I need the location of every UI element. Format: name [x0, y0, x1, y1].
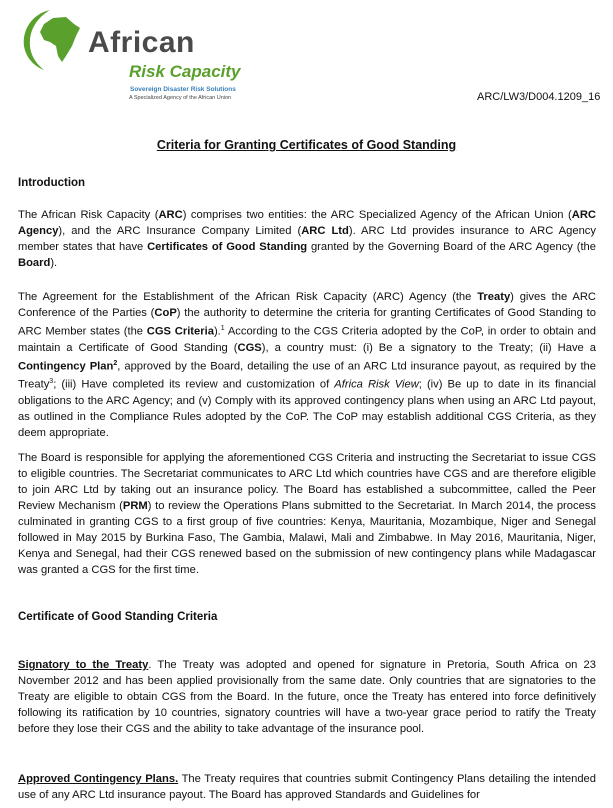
- logo-wordmark: African: [88, 26, 195, 59]
- logo-tagline-secondary: A Specialized Agency of the African Union: [129, 95, 232, 101]
- bold-term: Contingency Plan: [18, 360, 114, 373]
- intro-heading: Introduction: [18, 177, 86, 189]
- bold-term: Certificates of Good Standing: [147, 241, 308, 253]
- document-reference: ARC/LW3/D004.1209_16: [477, 91, 601, 103]
- africa-swoosh-icon: [20, 6, 90, 76]
- treaty-paragraph: Signatory to the Treaty. The Treaty was adopted and opened for signature in Pretoria, South Africa on 23 November 2012 and has been applied provisionally from the same date. Only countries that are signatories to the Treaty are eligible to obtain CGS from the Board. In the future, once the Treaty has entered into force definitively following its ratification by 10 countries, signatory countries will have a two-year grace period to ratify the Treaty before they lose their CGS and the ability to take advantage of the insurance pool.: [18, 659, 596, 735]
- arc-logo: [20, 6, 260, 106]
- bold-term: CGS Criteria: [146, 325, 214, 338]
- bold-term: Board: [18, 257, 51, 269]
- contingency-plans-paragraph: Approved Contingency Plans. The Treaty requires that countries submit Contingency Plans detailing the intended use of any ARC Ltd insurance payout. The Board has approved Standards and Guidelines for: [18, 773, 596, 801]
- bold-term: ARC Ltd: [301, 225, 349, 237]
- bold-term: ARC Agency: [18, 209, 596, 237]
- bold-term: CoP: [154, 307, 177, 319]
- intro-paragraph-3: The Board is responsible for applying the aforementioned CGS Criteria and instructing the Secretariat to issue CGS to eligible countries. The Secretariat communicates to ARC Ltd which countries have CGS and are therefore eligible to join ARC Ltd by taking out an insurance policy. The Board has established a subcommittee, called the Peer Review Mechanism (PRM) to review the Operations Plans submitted to the Secretariat. In March 2014, the process culminated in granting CGS to a first group of five countries: Kenya, Mauritania, Mozambique, Niger and Senegal followed in May 2015 by Burkina Faso, The Gambia, Malawi, Mali and Zimbabwe. In May 2016, Mauritania, Niger, Kenya and Senegal, had their CGS renewed based on the submission of new contingency plans while Madagascar was granted a CGS for the first time.: [18, 452, 596, 576]
- bold-term: ARC: [158, 209, 183, 221]
- footnote-ref[interactable]: 1: [220, 325, 225, 332]
- bold-term: CGS: [237, 341, 262, 354]
- criteria-heading: Certificate of Good Standing Criteria: [18, 611, 218, 623]
- logo-tagline: Sovereign Disaster Risk Solutions: [130, 86, 236, 93]
- italic-term: Africa Risk View: [334, 379, 419, 392]
- paragraph-lead: Signatory to the Treaty: [18, 659, 149, 671]
- footnote-ref[interactable]: 3: [49, 378, 54, 386]
- logo-subtitle: Risk Capacity: [129, 62, 241, 81]
- footnote-ref[interactable]: 2: [113, 359, 118, 367]
- bold-term: PRM: [122, 500, 148, 512]
- bold-term: Treaty: [477, 291, 511, 303]
- document-title: Criteria for Granting Certificates of Good Standing: [156, 138, 457, 152]
- intro-paragraph-2: The Agreement for the Establishment of the African Risk Capacity (ARC) Agency (the Treaty) gives the ARC Conference of the Parties (CoP) the authority to determine the criteria for granting Certificates of Good Standing to ARC Member states (the CGS Criteria).$^1$ According to the CGS Criteria adopted by the CoP, in order to obtain and maintain a Certificate of Good Standing (CGS), a country must: (i) Be a signatory to the Treaty; (ii) Have a Contingency Plan$^2$, approved by the Board, detailing the use of an ARC Ltd insurance payout, as required by the Treaty$^3$; (iii) Have completed its review and customization of Africa Risk View; (iv) Be up to date in its financial obligations to the ARC Agency; and (v) Comply with its approved contingency plans when using an ARC Ltd payout, as outlined in the Compliance Rules adopted by the CoP. The CoP may establish additional CGS Criteria, as they deem appropriate.: [18, 291, 597, 440]
- paragraph-lead: Approved Contingency Plans.: [18, 773, 179, 785]
- intro-paragraph-1: The African Risk Capacity (ARC) comprises two entities: the ARC Specialized Agency of the African Union (ARC Agency), and the ARC Insurance Company Limited (ARC Ltd). ARC Ltd provides insurance to ARC Agency member states that have Certificates of Good Standing granted by the Governing Board of the ARC Agency (the Board).: [18, 209, 596, 269]
